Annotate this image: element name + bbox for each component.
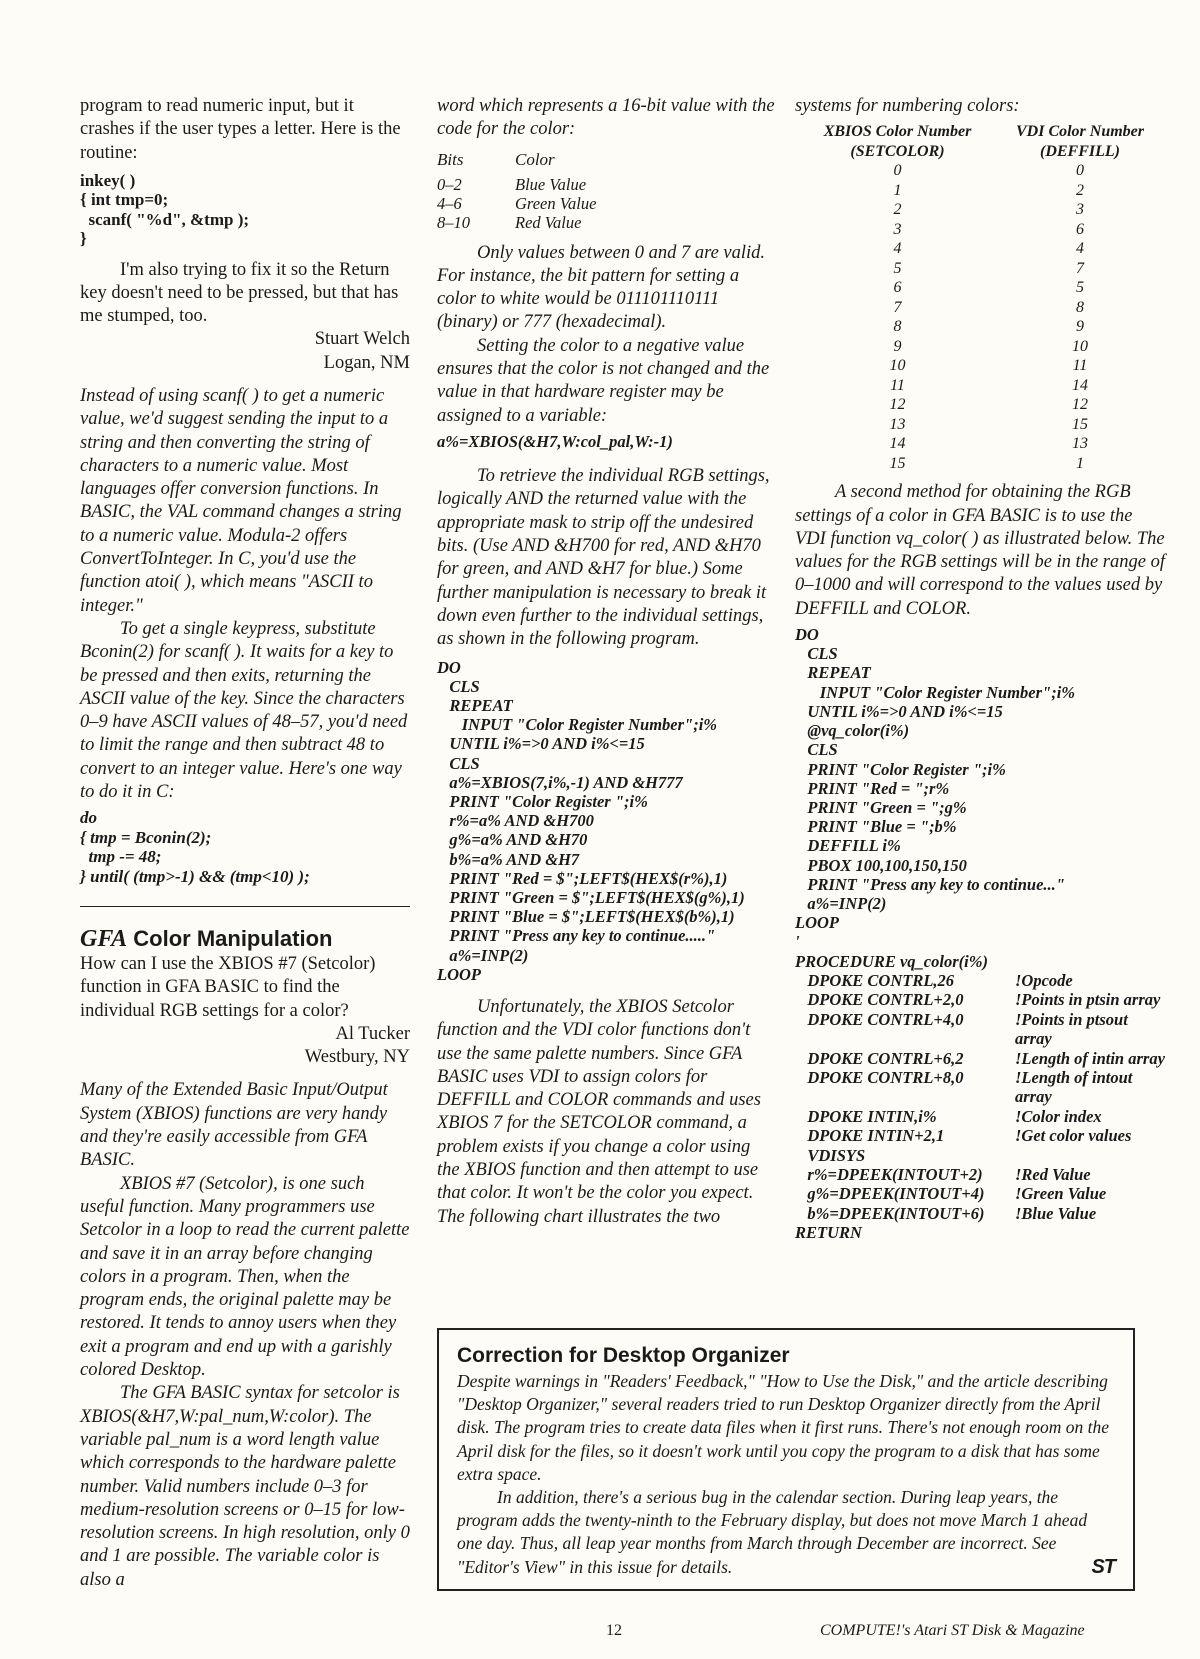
table-row — [795, 454, 1165, 474]
xbios-number-cell: 0 — [893, 162, 902, 180]
question-text: How can I use the XBIOS #7 (Setcolor) function in GFA BASIC to find the individual RGB settings for a color? — [80, 953, 376, 1021]
procedure-code: DPOKE CONTRL+4,0 — [795, 1009, 964, 1029]
bits-header: Bits — [437, 149, 464, 169]
section-heading-rest: Color Manipulation — [127, 925, 333, 951]
procedure-code: b%=DPEEK(INTOUT+6) — [795, 1203, 985, 1223]
column-3 — [795, 95, 1165, 1243]
st-logo: ST — [1091, 1555, 1115, 1578]
xbios-number-cell: 2 — [893, 201, 902, 219]
code-listing-gfa-xbios: DO CLS REPEAT INPUT "Color Register Number";i% UNTIL i%=>0 AND i%<=15 CLS a%=XBIOS(7,i%,-1) AND &H777 PRINT "Color Register ";i% r%=a% AND &H700 g%=a% AND &H70 b%=a% AND &H7 PRINT "Red = $";LEFT$(HEX$(r%),1) PRINT "Green = $";LEFT$(HEX$(g%),1) PRINT "Blue = $";LEFT$(HEX$(b%),1) PRINT "Press any key to continue....." a%=INP(2) LOOP — [437, 657, 745, 984]
vdi-number-cell: 0 — [1076, 162, 1084, 180]
vdi-number-cell: 11 — [1072, 357, 1088, 375]
procedure-comment: !Color index — [1015, 1106, 1102, 1126]
correction-text-body: In addition, there's a serious bug in the calendar section. During leap years, the program adds the twenty-ninth to the February display, but does not move March 1 ahead one day. Thus, all leap year months from March through December are incorrect. See "Editor's View" in this issue for details. — [457, 1487, 1088, 1577]
answer-text: To retrieve the individual RGB settings, logically AND the returned value with the appropriate mask to strip off the undesired bits. (Use AND &H700 for red, AND &H70 for green, and AND &H7 for blue.) Some further manipulation is necessary to break it down even further to the individual settings, as shown in the following program. — [437, 466, 770, 650]
procedure-line — [795, 1165, 1165, 1184]
table-row — [795, 356, 1165, 376]
letter-signature-place: Logan, NM — [323, 352, 410, 373]
answer-text: Many of the Extended Basic Input/Output System (XBIOS) functions are very handy and they're easily accessible from GFA BASIC. — [80, 1080, 388, 1171]
vdi-number-cell: 14 — [1072, 376, 1088, 394]
answer-text: Unfortunately, the XBIOS Setcolor function and the VDI color functions don't use the same palette numbers. Since GFA BASIC uses VDI to assign colors for DEFFILL and COLOR commands and uses XBIOS 7 for the SETCOLOR command, a problem exists if you change a color using the XBIOS function and then attempt to use that color. It won't be the color you expect. The following chart illustrates the two — [437, 997, 761, 1227]
table-row — [795, 337, 1165, 357]
code-listing-c-inkey: inkey( ) { int tmp=0; scanf( "%d", &tmp ); } — [80, 170, 250, 249]
code-listing-c-bconin: do { tmp = Bconin(2); tmp -= 48; } until( (tmp>-1) && (tmp<10) ); — [80, 808, 310, 886]
table-row — [795, 376, 1165, 396]
procedure-line — [795, 990, 1165, 1009]
vdi-number-cell: 10 — [1072, 337, 1088, 355]
xbios-number-cell: 6 — [893, 279, 902, 297]
vdi-number-cell: 8 — [1076, 298, 1084, 316]
procedure-line — [795, 1107, 1165, 1126]
procedure-comment: !Get color values — [1015, 1126, 1132, 1146]
answer-text: word which represents a 16-bit value with the code for the color: — [437, 96, 775, 140]
procedure-comment: !Length of intin array — [1015, 1048, 1165, 1068]
correction-box — [437, 1328, 1135, 1591]
procedure-line — [795, 1126, 1165, 1145]
xbios-number-cell: 5 — [893, 259, 902, 277]
magazine-title: COMPUTE!'s Atari ST Disk & Magazine — [820, 1622, 1085, 1639]
bits-table — [437, 150, 777, 232]
letter-signature-name: Al Tucker — [335, 1023, 410, 1044]
procedure-code: DPOKE CONTRL+8,0 — [795, 1067, 964, 1087]
table-row — [795, 415, 1165, 435]
table-row — [795, 239, 1165, 259]
xbios-number-cell: 12 — [889, 396, 906, 414]
answer-text: The GFA BASIC syntax for setcolor is XBIOS(&H7,W:pal_num,W:color). The variable pal_num is a word length value which corresponds to the hardware palette number. Valid numbers include 0–3 for medium-resolution screens or 0–15 for low-resolution screens. In high resolution, only 0 and 1 are possible. The variable color is also a — [80, 1383, 410, 1590]
vdi-number-cell: 2 — [1076, 181, 1084, 199]
bits-cell: Blue Value — [515, 174, 587, 194]
answer-text: systems for numbering colors: — [795, 96, 1020, 116]
section-divider — [80, 906, 410, 907]
table-row — [795, 298, 1165, 318]
correction-text: Despite warnings in "Readers' Feedback," "How to Use the Disk," and the article describing "Desktop Organizer," several readers tried to run Desktop Organizer directly from the April disk. The program tries to create data files when it first runs. There's not enough room on the April disk for the files, so it doesn't work until you copy the program to a disk that has some extra space. — [457, 1371, 1110, 1484]
vdi-number-cell: 3 — [1076, 201, 1084, 219]
answer-text: A second method for obtaining the RGB settings of a color in GFA BASIC is to use the VDI function vq_color( ) as illustrated below. The values for the RGB settings will be in the range of 0–1000 and will correspond to the values used by DEFFILL and COLOR. — [795, 482, 1165, 619]
letter-text: program to read numeric input, but it crashes if the user types a letter. Here is the routine: — [80, 96, 401, 163]
procedure-comment: !Blue Value — [1015, 1203, 1097, 1223]
xbios-number-cell: 14 — [889, 435, 906, 453]
table-header-vdi: VDI Color Number (DEFFILL) — [1015, 123, 1145, 160]
procedure-comment: !Length of intout array — [1015, 1067, 1133, 1107]
procedure-line — [795, 1146, 1165, 1165]
procedure-code: DPOKE CONTRL+2,0 — [795, 990, 964, 1010]
xbios-number-cell: 4 — [893, 240, 902, 258]
column-1 — [80, 95, 410, 1592]
procedure-line — [795, 1204, 1165, 1223]
letter-signature-place: Westbury, NY — [304, 1047, 410, 1068]
table-header-row — [795, 122, 1165, 161]
procedure-code: DPOKE CONTRL,26 — [795, 970, 955, 990]
letter-text: I'm also trying to fix it so the Return key doesn't need to be pressed, but that has me stumped, too. — [80, 259, 399, 327]
table-row — [795, 278, 1165, 298]
xbios-number-cell: 3 — [893, 220, 902, 238]
xbios-number-cell: 9 — [893, 337, 902, 355]
correction-title: Correction for Desktop Organizer — [457, 1344, 790, 1367]
procedure-code: DPOKE INTIN,i% — [795, 1106, 937, 1126]
xbios-number-cell: 7 — [893, 298, 902, 316]
procedure-comment: !Points in ptsin array — [1015, 990, 1161, 1010]
vdi-number-cell: 13 — [1072, 435, 1088, 453]
answer-text: Only values between 0 and 7 are valid. For instance, the bit pattern for setting a color to white would be 011101110111 (binary) or 777 (hexadecimal). — [437, 242, 766, 333]
vdi-number-cell: 15 — [1072, 415, 1088, 433]
xbios-number-cell: 11 — [890, 376, 905, 394]
xbios-number-cell: 1 — [893, 181, 902, 199]
procedure-title: PROCEDURE vq_color(i%) — [795, 951, 988, 971]
vdi-number-cell: 7 — [1076, 259, 1084, 277]
xbios-number-cell: 10 — [889, 357, 906, 375]
column-2 — [437, 95, 777, 1229]
bits-cell: Green Value — [515, 193, 597, 213]
procedure-end: RETURN — [795, 1223, 862, 1243]
table-row — [795, 161, 1165, 181]
xbios-number-cell: 15 — [889, 454, 906, 472]
bits-cell: 8–10 — [437, 212, 470, 232]
vdi-number-cell: 1 — [1076, 454, 1084, 472]
section-heading-gfa: GFA — [80, 925, 128, 952]
table-row — [795, 220, 1165, 240]
answer-text: Instead of using scanf( ) to get a numeric value, we'd suggest sending the input to a string and then converting the string of characters to a numeric value. Most languages offer conversion functions. In BASIC, the VAL command changes a string to a numeric value. Modula-2 offers ConvertToInteger. In C, you'd use the function atoi( ), which means "ASCII to integer." — [80, 386, 402, 616]
bits-cell: Red Value — [515, 212, 582, 232]
xbios-number-cell: 13 — [889, 415, 906, 433]
vdi-number-cell: 5 — [1076, 279, 1084, 297]
procedure-listing — [795, 952, 1165, 1243]
procedure-line — [795, 1068, 1165, 1107]
vdi-number-cell: 6 — [1076, 220, 1084, 238]
procedure-code: DPOKE INTIN+2,1 — [795, 1126, 945, 1146]
procedure-line — [795, 1049, 1165, 1068]
procedure-comment — [1015, 1146, 1165, 1165]
table-row — [795, 434, 1165, 454]
vdi-number-cell: 9 — [1076, 318, 1084, 336]
table-row — [795, 259, 1165, 279]
vdi-number-cell: 12 — [1072, 396, 1088, 414]
code-listing-gfa-vdi: DO CLS REPEAT INPUT "Color Register Number";i% UNTIL i%=>0 AND i%<=15 @vq_color(i%) CLS PRINT "Color Register ";i% PRINT "Red = ";r% PRINT "Green = ";g% PRINT "Blue = ";b% DEFFILL i% PBOX 100,100,150,150 PRINT "Press any key to continue..." a%=INP(2) LOOP ' — [795, 625, 1076, 952]
procedure-comment: !Red Value — [1015, 1165, 1091, 1184]
procedure-code: DPOKE CONTRL+6,2 — [795, 1048, 964, 1068]
table-body — [795, 161, 1165, 473]
table-row — [795, 181, 1165, 201]
procedure-line — [795, 1010, 1165, 1049]
bits-header: Color — [515, 149, 555, 169]
procedure-code: g%=DPEEK(INTOUT+4) — [795, 1184, 985, 1204]
color-number-table — [795, 122, 1165, 473]
table-header-xbios: XBIOS Color Number (SETCOLOR) — [823, 123, 972, 160]
procedure-body — [795, 971, 1165, 1223]
table-row — [795, 395, 1165, 415]
procedure-comment: !Points in ptsout array — [1015, 1009, 1128, 1049]
procedure-comment: !Opcode — [1015, 970, 1073, 990]
table-row — [795, 317, 1165, 337]
correction-text — [457, 1486, 1115, 1579]
vdi-number-cell: 4 — [1076, 240, 1084, 258]
procedure-comment: !Green Value — [1015, 1184, 1107, 1204]
page-number: 12 — [606, 1622, 622, 1639]
answer-text: To get a single keypress, substitute Bconin(2) for scanf( ). It waits for a key to be pressed and then exits, returning the ASCII value of the key. Since the characters 0–9 have ASCII values of 48–57, you'd need to limit the range and then subtract 48 to convert to an integer value. Here's one way to do it in C: — [80, 618, 408, 803]
code-line-xbios: a%=XBIOS(&H7,W:col_pal,W:-1) — [437, 431, 673, 451]
section-heading — [80, 925, 410, 953]
procedure-line — [795, 1184, 1165, 1203]
answer-text: XBIOS #7 (Setcolor), is one such useful function. Many programmers use Setcolor in a loop to read the current palette and save it in an array before changing colors in a program. Then, when the program ends, the original palette may be restored. It tends to annoy users when they exit a program and end up with a garishly colored Desktop. — [80, 1173, 410, 1381]
table-row — [795, 200, 1165, 220]
procedure-line — [795, 971, 1165, 990]
letter-signature-name: Stuart Welch — [314, 329, 410, 350]
procedure-code: r%=DPEEK(INTOUT+2) — [795, 1165, 983, 1184]
procedure-code: VDISYS — [795, 1145, 866, 1165]
answer-text: Setting the color to a negative value ensures that the color is not changed and the value in that hardware register may be assigned to a variable: — [437, 335, 770, 426]
xbios-number-cell: 8 — [893, 318, 902, 336]
bits-cell: 0–2 — [437, 174, 462, 194]
bits-cell: 4–6 — [437, 193, 462, 213]
